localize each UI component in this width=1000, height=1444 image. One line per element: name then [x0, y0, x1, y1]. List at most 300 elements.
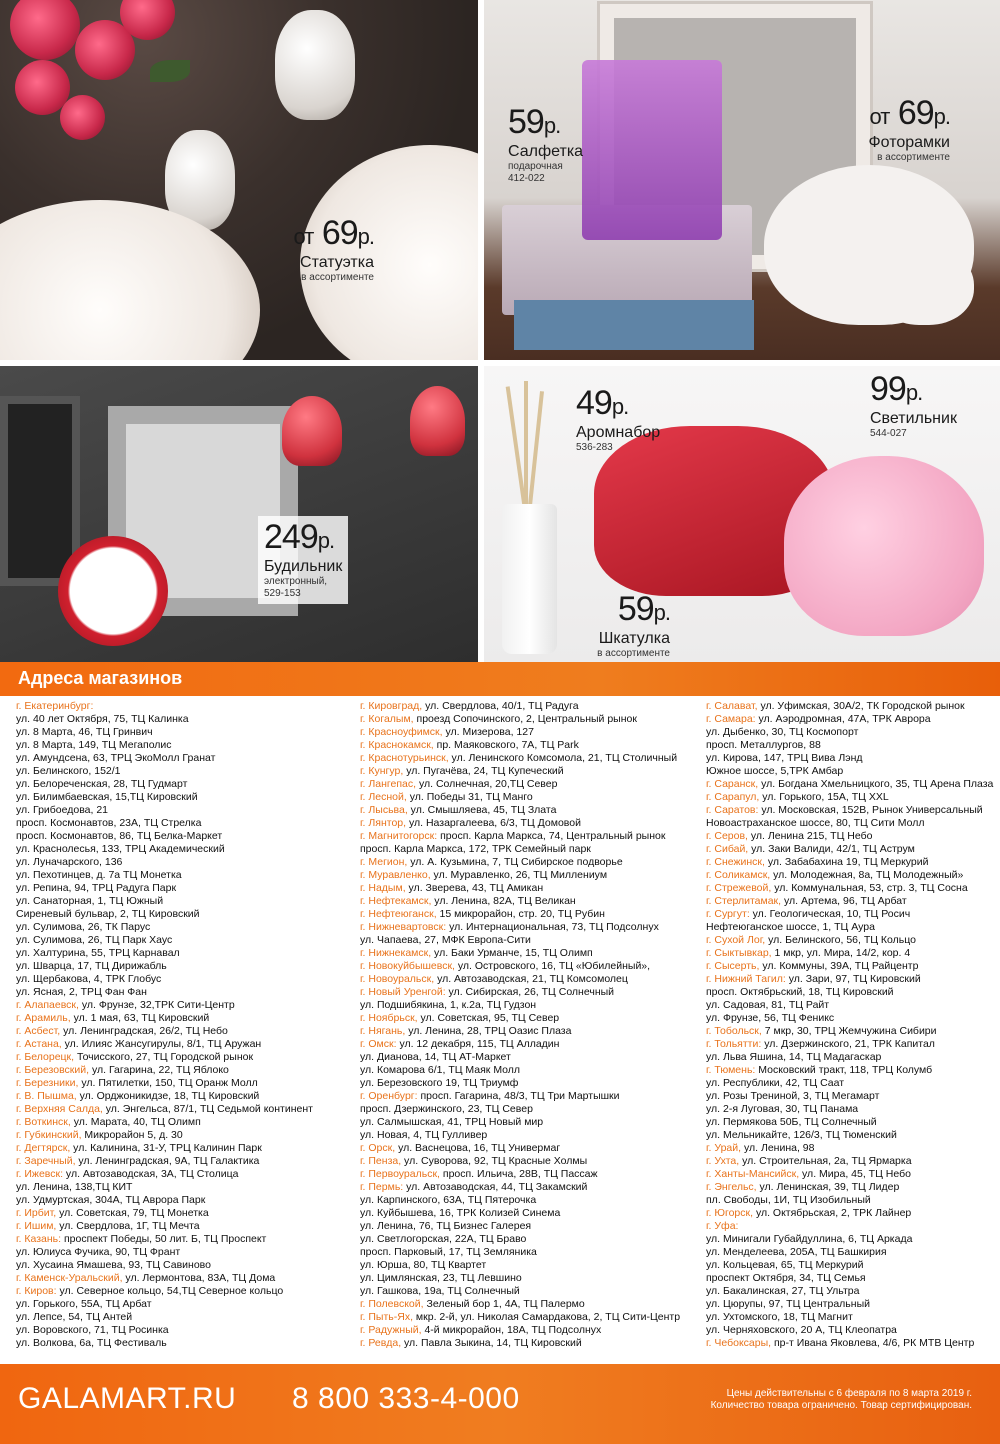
- address-text: ул. 12 декабря, 115, ТЦ Алладин: [396, 1038, 560, 1050]
- address-text: ул. Шварца, 17, ТЦ Дирижабль: [16, 960, 167, 972]
- book: [514, 300, 754, 350]
- photo-aroma-box-lamp: [484, 366, 1000, 662]
- address-text: ул. Баки Урманче, 15, ТЦ Олимп: [431, 947, 593, 959]
- address-text: ул. 1 мая, 63, ТЦ Кировский: [70, 1012, 210, 1024]
- heart-frame-small: [874, 245, 974, 325]
- city-name: г. Энгельс,: [706, 1181, 757, 1193]
- address-line: [16, 778, 352, 791]
- address-line: [706, 700, 996, 713]
- address-text: ул. Коммунальная, 53, стр. 3, ТЦ Сосна: [771, 882, 968, 894]
- address-line: [360, 882, 700, 895]
- address-line: [360, 1116, 700, 1129]
- address-line: [706, 895, 996, 908]
- address-text: ул. Ленина, 138,ТЦ КИТ: [16, 1181, 133, 1193]
- address-text: ул. Розы Трениной, 3, ТЦ Мегамарт: [706, 1090, 880, 1102]
- address-text: ул. Ясная, 2, ТРЦ Фан Фан: [16, 986, 147, 998]
- address-line: [16, 804, 352, 817]
- address-line: [16, 1142, 352, 1155]
- address-text: ул. Краснолесья, 133, ТРЦ Академический: [16, 843, 225, 855]
- address-text: 7 мкр, 30, ТРЦ Жемчужина Сибири: [761, 1025, 937, 1037]
- address-line: [360, 1207, 700, 1220]
- address-text: ул. Островского, 16, ТЦ «Юбилейный»,: [454, 960, 651, 972]
- price-tag-box: 59р. Шкатулка в ассортименте: [597, 590, 670, 659]
- city-name: г. Асбест,: [16, 1025, 61, 1037]
- address-text: ул. Волкова, 6а, ТЦ Фестиваль: [16, 1337, 167, 1349]
- address-text: ул. Октябрьская, 2, ТРК Лайнер: [753, 1207, 912, 1219]
- address-text: 4-й микрорайон, 18А, ТЦ Подсолнух: [421, 1324, 602, 1336]
- city-name: г. Лангепас,: [360, 778, 417, 790]
- rose-decoration: [60, 95, 105, 140]
- address-text: ул. Гашкова, 19а, ТЦ Солнечный: [360, 1285, 520, 1297]
- address-text: ул. Богдана Хмельницкого, 35, ТЦ Арена Плаза: [758, 778, 994, 790]
- city-name: г. В. Пышма,: [16, 1090, 77, 1102]
- address-text: ул. Кольцевая, 65, ТЦ Меркурий: [706, 1259, 864, 1271]
- address-text: ул. Белинского, 56, ТЦ Кольцо: [765, 934, 916, 946]
- city-name: г. Лысьва,: [360, 804, 408, 816]
- address-line: [16, 895, 352, 908]
- address-text: ул. Лермонтова, 83А, ТЦ Дома: [122, 1272, 276, 1284]
- address-line: [706, 856, 996, 869]
- address-line: [16, 1194, 352, 1207]
- address-line: [360, 791, 700, 804]
- address-line: [360, 908, 700, 921]
- city-name: г. Лесной,: [360, 791, 407, 803]
- address-text: ул. Дианова, 14, ТЦ АТ-Маркет: [360, 1051, 511, 1063]
- address-line: [706, 1129, 996, 1142]
- city-name: г. Тюмень:: [706, 1064, 756, 1076]
- address-line: [16, 1272, 352, 1285]
- address-line: [706, 1272, 996, 1285]
- address-line: [706, 726, 996, 739]
- address-line: [16, 1207, 352, 1220]
- address-line: [16, 1337, 352, 1350]
- address-text: ул. Белореченская, 28, ТЦ Гудмарт: [16, 778, 188, 790]
- city-name: г. Лянтор,: [360, 817, 407, 829]
- address-text: ул. 40 лет Октября, 75, ТЦ Калинка: [16, 713, 189, 725]
- city-name: г. Тобольск,: [706, 1025, 762, 1037]
- address-text: мкр. 2-й, ул. Николая Самардакова, 2, ТЦ Сити-Центр: [413, 1311, 681, 1323]
- city-name: г. Стерлитамак,: [706, 895, 782, 907]
- address-line: [360, 1129, 700, 1142]
- city-name: г. Сыктывкар,: [706, 947, 772, 959]
- address-line: [706, 1324, 996, 1337]
- address-line: [360, 713, 700, 726]
- address-text: ул. Пехотинцев, д. 7а ТЦ Монетка: [16, 869, 182, 881]
- address-text: ул. Юлиуса Фучика, 90, ТЦ Франт: [16, 1246, 181, 1258]
- address-line: [706, 1116, 996, 1129]
- city-name: г. Заречный,: [16, 1155, 76, 1167]
- address-text: проспект Победы, 50 лит. Б, ТЦ Проспект: [61, 1233, 267, 1245]
- address-line: [16, 921, 352, 934]
- city-name: г. Снежинск,: [706, 856, 765, 868]
- address-line: [16, 1220, 352, 1233]
- address-line: [16, 1116, 352, 1129]
- address-line: [16, 999, 352, 1012]
- city-name: г. Чебоксары,: [706, 1337, 772, 1349]
- address-text: ул. Сибирская, 26, ТЦ Солнечный: [445, 986, 615, 998]
- address-text: Московский тракт, 118, ТРЦ Колумб: [755, 1064, 933, 1076]
- city-name: г. Радужный,: [360, 1324, 422, 1336]
- address-line: [706, 1207, 996, 1220]
- address-line: [360, 804, 700, 817]
- addresses-list: [0, 698, 1000, 1364]
- address-line: [706, 921, 996, 934]
- address-line: [16, 960, 352, 973]
- address-line: [706, 1064, 996, 1077]
- city-name: г. Нижнекамск,: [360, 947, 432, 959]
- address-line: [360, 895, 700, 908]
- address-line: [16, 1103, 352, 1116]
- address-text: ул. Ленинская, 39, ТЦ Лидер: [756, 1181, 900, 1193]
- address-text: просп. Карла Маркса, 172, ТРК Семейный парк: [360, 843, 591, 855]
- address-line: [706, 986, 996, 999]
- city-name: г. Губкинский,: [16, 1129, 82, 1141]
- city-name: г. Надым,: [360, 882, 406, 894]
- price-tag-napkin: 59р. Салфетка подарочная 412-022: [508, 103, 584, 184]
- photo-statuette: [0, 0, 478, 360]
- address-line: [706, 947, 996, 960]
- address-text: ул. Аэродромная, 47А, ТРК Аврора: [755, 713, 931, 725]
- address-text: ул. Республики, 42, ТЦ Саат: [706, 1077, 845, 1089]
- city-name: г. Сургут:: [706, 908, 750, 920]
- city-name: г. Саранск,: [706, 778, 759, 790]
- address-line: [706, 1142, 996, 1155]
- address-line: [360, 1142, 700, 1155]
- address-line: [16, 1181, 352, 1194]
- city-name: г. Ишим,: [16, 1220, 57, 1232]
- address-line: [16, 830, 352, 843]
- city-name: г. Муравленко,: [360, 869, 431, 881]
- rose-decoration: [10, 0, 80, 60]
- address-text: пр-т Ивана Яковлева, 4/6, РК МТВ Центр: [771, 1337, 975, 1349]
- city-name: г. Казань:: [16, 1233, 62, 1245]
- address-line: [706, 817, 996, 830]
- address-line: [16, 1038, 352, 1051]
- address-text: 1 мкр, ул. Мира, 14/2, кор. 4: [771, 947, 911, 959]
- address-text: ул. Муравленко, 26, ТЦ Миллениум: [430, 869, 608, 881]
- city-name: г. Салават,: [706, 700, 758, 712]
- address-text: ул. Автозаводская, 21, ТЦ Комсомолец: [434, 973, 628, 985]
- address-line: [16, 1259, 352, 1272]
- address-line: [706, 1298, 996, 1311]
- address-text: ул. Горького, 15А, ТЦ XXL: [759, 791, 889, 803]
- address-line: [706, 1337, 996, 1350]
- address-line: [706, 960, 996, 973]
- address-line: [16, 1064, 352, 1077]
- address-text: ул. Менделеева, 205А, ТЦ Башкирия: [706, 1246, 887, 1258]
- address-text: просп. Металлургов, 88: [706, 739, 821, 751]
- address-line: [706, 1168, 996, 1181]
- address-line: [360, 1038, 700, 1051]
- address-text: просп. Парковый, 17, ТЦ Земляника: [360, 1246, 537, 1258]
- address-text: ул. 8 Марта, 149, ТЦ Мегаполис: [16, 739, 172, 751]
- address-text: ул. Комарова 6/1, ТЦ Маяк Молл: [360, 1064, 521, 1076]
- address-text: ул. 8 Марта, 46, ТЦ Гринвич: [16, 726, 153, 738]
- tulip-decoration: [410, 386, 465, 456]
- address-text: ул. Цюрупы, 97, ТЦ Центральный: [706, 1298, 870, 1310]
- address-text: ул. Бакалинская, 27, ТЦ Ультра: [706, 1285, 860, 1297]
- address-text: ул. Забабахина 19, ТЦ Меркурий: [764, 856, 929, 868]
- address-text: ул. Ленинградская, 26/2, ТЦ Небо: [60, 1025, 228, 1037]
- address-line: [16, 882, 352, 895]
- address-line: [16, 1298, 352, 1311]
- address-line: [16, 908, 352, 921]
- address-text: ул. Свердлова, 1Г, ТЦ Мечта: [56, 1220, 200, 1232]
- address-line: [706, 1259, 996, 1272]
- address-text: ул. Пугачёва, 24, ТЦ Купеческий: [403, 765, 564, 777]
- city-name: г. Ирбит,: [16, 1207, 57, 1219]
- address-line: [360, 1298, 700, 1311]
- address-text: ул. Подшибякина, 1, к.2а, ТЦ Гудзон: [360, 999, 537, 1011]
- address-line: [16, 700, 352, 713]
- address-line: [706, 739, 996, 752]
- addresses-title: Адреса магазинов: [18, 668, 183, 688]
- address-line: [16, 1285, 352, 1298]
- address-text: ул. Строительная, 2а, ТЦ Ярмарка: [739, 1155, 912, 1167]
- city-name: г. Березовский,: [16, 1064, 90, 1076]
- address-line: [360, 973, 700, 986]
- address-text: Зеленый бор 1, 4А, ТЦ Палермо: [423, 1298, 585, 1310]
- address-text: ул. Кирова, 147, ТРЦ Вива Лэнд: [706, 752, 863, 764]
- address-line: [16, 986, 352, 999]
- address-text: ул. Свердлова, 40/1, ТЦ Радуга: [422, 700, 579, 712]
- address-text: ул. Северное кольцо, 54,ТЦ Северное кольцо: [56, 1285, 284, 1297]
- address-line: [360, 1194, 700, 1207]
- address-line: [16, 947, 352, 960]
- address-line: [16, 1155, 352, 1168]
- validity-note: [711, 1388, 972, 1412]
- city-name: г. Нижневартовск:: [360, 921, 447, 933]
- address-text: пр. Маяковского, 7А, ТЦ Park: [433, 739, 579, 751]
- address-text: проспект Октября, 34, ТЦ Семья: [706, 1272, 866, 1284]
- address-text: ул. Суворова, 92, ТЦ Красные Холмы: [401, 1155, 588, 1167]
- address-line: [16, 752, 352, 765]
- address-line: [360, 1337, 700, 1350]
- address-line: [360, 1220, 700, 1233]
- address-text: ул. Автозаводская, 3А, ТЦ Столица: [63, 1168, 239, 1180]
- city-name: г. Нягань,: [360, 1025, 406, 1037]
- address-column-2: [360, 700, 700, 1350]
- city-name: г. Мегион,: [360, 856, 408, 868]
- address-line: [16, 843, 352, 856]
- city-name: г. Ухта,: [706, 1155, 740, 1167]
- address-line: [706, 908, 996, 921]
- address-line: [16, 973, 352, 986]
- city-name: г. Нефтекамск,: [360, 895, 432, 907]
- address-text: ул. Советская, 79, ТЦ Монетка: [56, 1207, 209, 1219]
- address-line: [706, 1103, 996, 1116]
- city-name: г. Новоуральск,: [360, 973, 435, 985]
- address-text: ул. Уфимская, 30А/2, ТК Городской рынок: [757, 700, 965, 712]
- address-text: ул. Васнецова, 16, ТЦ Универмаг: [395, 1142, 561, 1154]
- address-text: ул. 2-я Луговая, 30, ТЦ Панама: [706, 1103, 859, 1115]
- city-name: г. Пенза,: [360, 1155, 402, 1167]
- city-name: г. Екатеринбург:: [16, 700, 94, 712]
- alarm-clock: [58, 536, 168, 646]
- address-text: пл. Свободы, 1И, ТЦ Изобильный: [706, 1194, 871, 1206]
- address-text: ул. Халтурина, 55, ТРЦ Карнавал: [16, 947, 180, 959]
- address-text: просп. Карла Маркса, 74, Центральный рынок: [437, 830, 666, 842]
- address-text: ул. Минигали Губайдуллина, 6, ТЦ Аркада: [706, 1233, 913, 1245]
- address-text: ул. Фрунзе, 56, ТЦ Феникс: [706, 1012, 835, 1024]
- address-text: ул. Воровского, 71, ТЦ Росинка: [16, 1324, 169, 1336]
- address-text: ул. Интернациональная, 73, ТЦ Подсолнух: [446, 921, 659, 933]
- address-line: [16, 856, 352, 869]
- address-line: [706, 934, 996, 947]
- address-line: [706, 778, 996, 791]
- angel-figurine: [275, 10, 355, 120]
- address-text: ул. Мира, 45, ТЦ Небо: [799, 1168, 911, 1180]
- address-line: [360, 1272, 700, 1285]
- address-line: [16, 765, 352, 778]
- address-line: [706, 1181, 996, 1194]
- address-line: [360, 1103, 700, 1116]
- address-text: проезд Сопочинского, 2, Центральный рынок: [413, 713, 637, 725]
- address-text: Точисского, 27, ТЦ Городской рынок: [74, 1051, 254, 1063]
- city-name: г. Сухой Лог,: [706, 934, 766, 946]
- photo-frames: [484, 0, 1000, 360]
- address-line: [706, 1077, 996, 1090]
- address-line: [706, 1012, 996, 1025]
- address-line: [360, 752, 700, 765]
- city-name: г. Югорск,: [706, 1207, 754, 1219]
- city-name: г. Нижний Тагил:: [706, 973, 786, 985]
- address-line: [16, 869, 352, 882]
- address-text: ул. Мельникайте, 126/3, ТЦ Тюменский: [706, 1129, 897, 1141]
- aroma-bottle: [502, 504, 557, 654]
- address-line: [706, 1155, 996, 1168]
- address-text: ул. Луначарского, 136: [16, 856, 123, 868]
- footer: [0, 1364, 1000, 1444]
- address-line: [706, 713, 996, 726]
- city-name: г. Ижевск:: [16, 1168, 64, 1180]
- address-line: [360, 1168, 700, 1181]
- address-line: [706, 1246, 996, 1259]
- address-text: ул. Березовского 19, ТЦ Триумф: [360, 1077, 519, 1089]
- city-name: г. Первоуральск,: [360, 1168, 440, 1180]
- city-name: г. Каменск-Уральский,: [16, 1272, 123, 1284]
- price-tag-aroma: 49р. Аромнабор 536-283: [576, 384, 661, 453]
- city-name: г. Ревда,: [360, 1337, 402, 1349]
- address-text: ул. Илияс Жансугирулы, 8/1, ТЦ Аружан: [61, 1038, 262, 1050]
- address-text: ул. Цимлянская, 23, ТЦ Левшино: [360, 1272, 522, 1284]
- gift-napkin-pack: [582, 60, 722, 240]
- address-line: [360, 830, 700, 843]
- address-text: просп. Космонавтов, 86, ТЦ Белка-Маркет: [16, 830, 223, 842]
- address-line: [360, 778, 700, 791]
- address-line: [706, 830, 996, 843]
- address-column-1: [16, 700, 352, 1350]
- address-text: ул. Сулимова, 26, ТК Парус: [16, 921, 151, 933]
- validity-note-line: Количество товара ограничено. Товар сертифицирован.: [710, 1400, 972, 1411]
- address-line: [360, 869, 700, 882]
- address-line: [16, 1051, 352, 1064]
- address-text: Сиреневый бульвар, 2, ТЦ Кировский: [16, 908, 200, 920]
- address-text: ул. Ленина, 82А, ТЦ Великан: [431, 895, 576, 907]
- address-line: [706, 869, 996, 882]
- city-name: г. Киров:: [16, 1285, 57, 1297]
- address-line: [16, 1246, 352, 1259]
- city-name: г. Пыть-Ях,: [360, 1311, 414, 1323]
- address-text: ул. Чапаева, 27, МФК Европа-Сити: [360, 934, 531, 946]
- city-name: г. Полевской,: [360, 1298, 424, 1310]
- photo-alarm-clock: [0, 366, 478, 662]
- tulip-decoration: [282, 396, 342, 466]
- address-line: [360, 1311, 700, 1324]
- address-line: [360, 960, 700, 973]
- address-text: 15 микрорайон, стр. 20, ТЦ Рубин: [436, 908, 605, 920]
- address-line: [360, 1064, 700, 1077]
- address-text: Южное шоссе, 5,ТРК Амбар: [706, 765, 844, 777]
- address-text: ул. Ухтомского, 18, ТЦ Магнит: [706, 1311, 853, 1323]
- city-name: г. Нефтеюганск,: [360, 908, 437, 920]
- address-text: ул. Мизерова, 127: [442, 726, 534, 738]
- address-line: [360, 1077, 700, 1090]
- address-line: [360, 856, 700, 869]
- website-link[interactable]: GALAMART.RU: [18, 1382, 237, 1415]
- address-text: ул. Зверева, 43, ТЦ Амикан: [405, 882, 544, 894]
- address-line: [706, 843, 996, 856]
- city-name: г. Сарапул,: [706, 791, 760, 803]
- address-text: ул. Хусаина Ямашева, 93, ТЦ Савиново: [16, 1259, 211, 1271]
- address-line: [706, 973, 996, 986]
- address-line: [16, 726, 352, 739]
- address-line: [706, 882, 996, 895]
- city-name: г. Самара:: [706, 713, 756, 725]
- address-line: [706, 1194, 996, 1207]
- address-text: ул. Зари, 97, ТЦ Кировский: [785, 973, 921, 985]
- city-name: г. Уфа:: [706, 1220, 739, 1232]
- address-line: [360, 1259, 700, 1272]
- address-text: ул. Юрша, 80, ТЦ Квартет: [360, 1259, 487, 1271]
- address-text: ул. Калинина, 31-У, ТРЦ Калинин Парк: [70, 1142, 262, 1154]
- address-line: [360, 1233, 700, 1246]
- address-text: ул. Орджоникидзе, 18, ТЦ Кировский: [76, 1090, 260, 1102]
- city-name: г. Красноуфимск,: [360, 726, 443, 738]
- address-text: ул. Удмуртская, 304А, ТЦ Аврора Парк: [16, 1194, 206, 1206]
- city-name: г. Краснотурьинск,: [360, 752, 449, 764]
- address-line: [360, 986, 700, 999]
- address-text: ул. Артема, 96, ТЦ Арбат: [781, 895, 907, 907]
- address-text: ул. Пермякова 50Б, ТЦ Солнечный: [706, 1116, 877, 1128]
- city-name: г. Когалым,: [360, 713, 414, 725]
- city-name: г. Омск:: [360, 1038, 397, 1050]
- city-name: г. Тольятти:: [706, 1038, 762, 1050]
- address-text: ул. Энгельса, 87/1, ТЦ Седьмой континент: [102, 1103, 313, 1115]
- address-text: Нефтеюганское шоссе, 1, ТЦ Аура: [706, 921, 875, 933]
- city-name: г. Краснокамск,: [360, 739, 434, 751]
- address-line: [706, 791, 996, 804]
- address-text: просп. Дзержинского, 23, ТЦ Север: [360, 1103, 533, 1115]
- city-name: г. Верхняя Салда,: [16, 1103, 103, 1115]
- address-text: ул. Назаргалеева, 6/3, ТЦ Домовой: [406, 817, 581, 829]
- address-text: ул. А. Кузьмина, 7, ТЦ Сибирское подворье: [407, 856, 623, 868]
- address-text: ул. Репина, 94, ТРЦ Радуга Парк: [16, 882, 177, 894]
- address-line: [16, 1025, 352, 1038]
- address-line: [360, 765, 700, 778]
- phone-number[interactable]: 8 800 333-4-000: [292, 1382, 520, 1415]
- address-text: ул. Белинского, 152/1: [16, 765, 121, 777]
- address-line: [16, 1129, 352, 1142]
- address-line: [16, 1233, 352, 1246]
- address-line: [360, 1090, 700, 1103]
- address-line: [16, 1311, 352, 1324]
- address-line: [360, 934, 700, 947]
- address-text: Новоастраханское шоссе, 80, ТЦ Сити Молл: [706, 817, 925, 829]
- city-name: г. Саратов:: [706, 804, 759, 816]
- address-line: [706, 752, 996, 765]
- city-name: г. Соликамск,: [706, 869, 771, 881]
